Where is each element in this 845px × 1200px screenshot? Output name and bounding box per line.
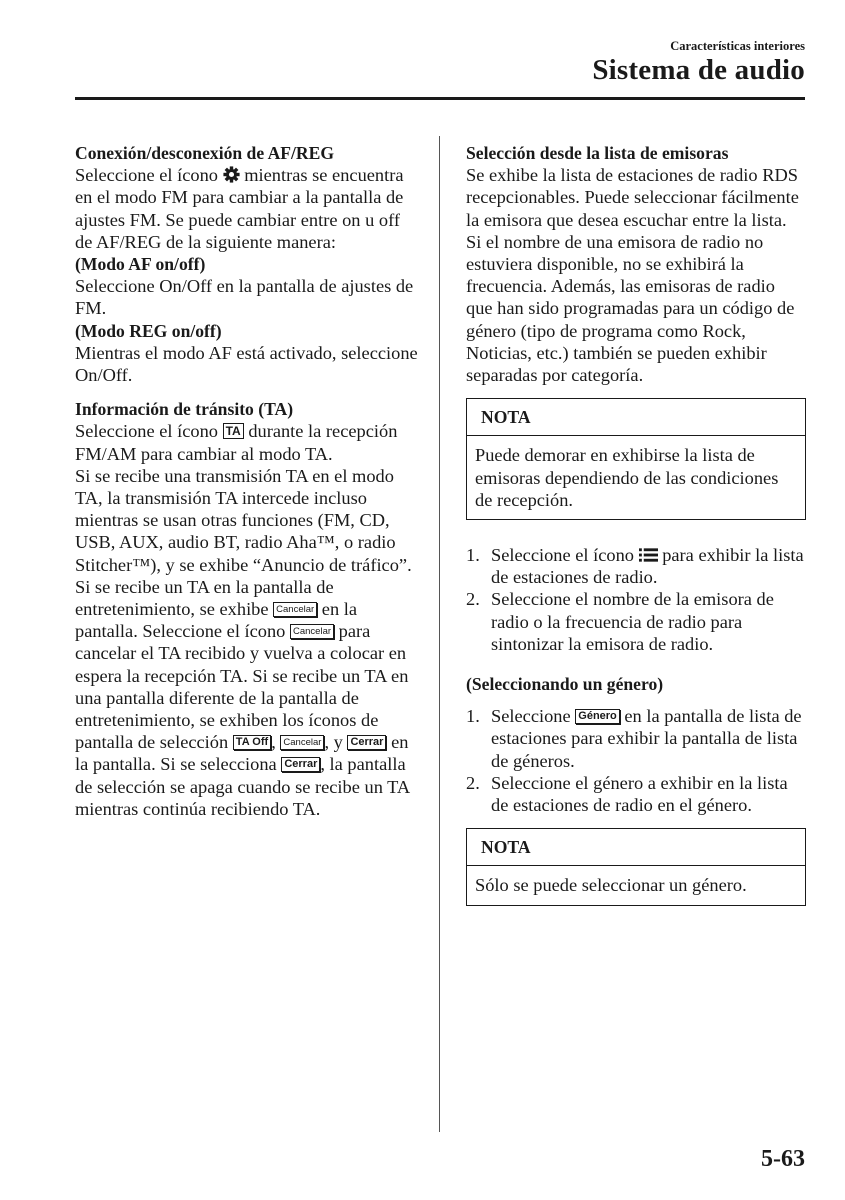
nota-box-2	[466, 828, 806, 905]
mode-af-title: (Modo AF on/off)	[75, 254, 206, 275]
ta-icon: TA	[223, 423, 244, 439]
nota-body: Sólo se puede seleccionar un género.	[475, 875, 747, 896]
ta-p1-b: durante la recepción FM/AM para cambiar al modo TA.	[75, 421, 398, 464]
header-section: Características interiores	[670, 39, 805, 53]
step-text-a: Seleccione el ícono	[491, 545, 634, 566]
step-item	[466, 772, 806, 816]
ta-p3	[75, 576, 420, 820]
step-item	[466, 544, 806, 588]
page-number: 5-63	[761, 1146, 805, 1172]
genero-heading: (Seleccionando un género)	[466, 674, 664, 695]
genero-steps	[466, 705, 806, 816]
left-column	[75, 142, 420, 820]
step-number: 2.	[466, 772, 480, 793]
mode-reg-text: Mientras el modo AF está activado, seleccione On/Off.	[75, 342, 418, 386]
lista-heading: Selección desde la lista de emisoras	[466, 143, 729, 163]
ta-p3-y: , y	[324, 732, 343, 753]
step-number: 2.	[466, 589, 480, 610]
page-title: Sistema de audio	[592, 54, 805, 86]
cerrar-button: Cerrar	[347, 735, 386, 750]
step-number: 1.	[466, 706, 480, 727]
ta-heading: Información de tránsito (TA)	[75, 399, 294, 420]
step-text-a: Seleccione	[491, 706, 571, 727]
ta-p1-a: Seleccione el ícono	[75, 421, 218, 442]
cerrar-button: Cerrar	[281, 757, 320, 772]
ta-p3-d: en la pantalla. Si se selecciona	[75, 732, 409, 775]
nota-box-1	[466, 398, 806, 520]
mode-reg-title: (Modo REG on/off)	[75, 320, 222, 341]
afreg-heading: Conexión/desconexión de AF/REG	[75, 143, 335, 163]
step-item	[466, 588, 806, 655]
afreg-intro-a: Seleccione el ícono	[75, 165, 218, 186]
step-number: 1.	[466, 545, 480, 566]
station-steps	[466, 544, 806, 655]
right-column	[466, 142, 806, 906]
ta-p1	[75, 420, 420, 464]
header-rule	[75, 97, 805, 100]
ta-p3-comma: ,	[271, 732, 276, 753]
afreg-intro-b: mientras se encuentra en el modo FM para cambiar a la pantalla de ajustes FM. Se puede cambiar entre on u off de AF/REG de la siguiente manera:	[75, 165, 404, 252]
step-text-a: Seleccione el nombre de la emisora de radio o la frecuencia de radio para sintonizar la emisora de radio.	[491, 589, 774, 654]
step-item	[466, 705, 806, 772]
column-divider	[439, 136, 440, 1132]
ta-p3-e: , la pantalla de selección se apaga cuando se recibe un TA mientras continúa recibiendo TA.	[75, 754, 410, 819]
gear-icon	[223, 166, 240, 183]
cancelar-button: Cancelar	[273, 602, 317, 617]
ta-p3-b: en la pantalla. Seleccione el ícono	[75, 599, 358, 642]
genero-button: Género	[575, 709, 620, 724]
step-text-b: para exhibir la lista de estaciones de radio.	[491, 545, 804, 588]
ta-p3-a: Si se recibe un TA en la pantalla de entretenimiento, se exhibe	[75, 576, 334, 620]
nota-body: Puede demorar en exhibirse la lista de emisoras dependiendo de las condiciones de recepción.	[475, 445, 779, 510]
cancelar-button: Cancelar	[290, 624, 334, 639]
nota-title: NOTA	[467, 399, 805, 436]
ta-p3-c: para cancelar el TA recibido y vuelva a colocar en espera la recepción TA. Si se recibe un TA en una pantalla diferente de la pantalla de entretenimiento, se exhiben los íconos de pantalla de selección	[75, 621, 409, 753]
mode-af-text: Seleccione On/Off en la pantalla de ajustes de FM.	[75, 276, 414, 319]
ta-p2: Si se recibe una transmisión TA en el modo TA, la transmisión TA intercede incluso mientras se usan otras funciones (FM, CD, USB, AUX, audio BT, radio Aha™, o radio Stitcher™), y se exhibe “Anuncio de tráfico”.	[75, 465, 412, 575]
nota-title: NOTA	[467, 829, 805, 866]
step-text-b: en la pantalla de lista de estaciones para exhibir la pantalla de lista de géneros.	[491, 706, 802, 771]
afreg-intro	[75, 164, 420, 253]
step-text: Seleccione el género a exhibir en la lista de estaciones de radio en el género.	[491, 772, 788, 816]
list-icon	[639, 546, 658, 562]
lista-text: Se exhibe la lista de estaciones de radio RDS recepcionables. Puede seleccionar fácilmente la emisora que desea escuchar entre la lista. Si el nombre de una emisora de radio no estuviera disponible, no se exhibirá la frecuencia. Además, las emisoras de radio que han sido programadas para un código de género (tipo de programa como Rock, Noticias, etc.) también se pueden exhibir separadas por categoría.	[466, 165, 799, 386]
cancelar-button: Cancelar	[280, 735, 324, 750]
ta-off-button: TA Off	[233, 735, 271, 750]
